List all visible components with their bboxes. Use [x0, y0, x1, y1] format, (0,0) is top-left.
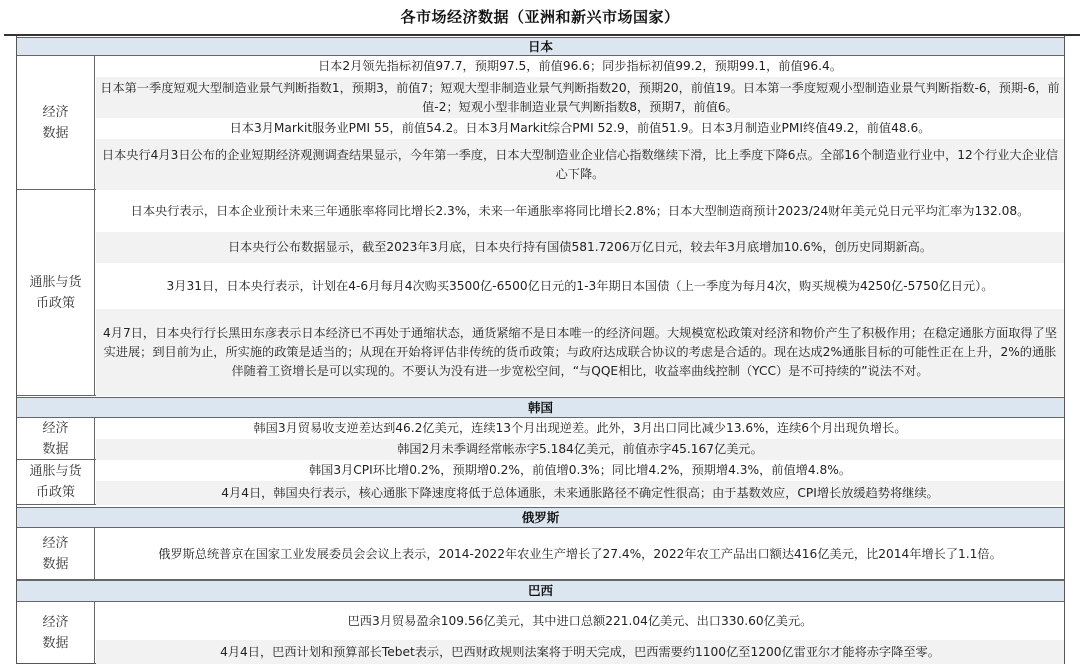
economic-data-table: [16, 36, 1065, 664]
list-item: 巴西3月贸易盈余109.56亿美元，其中进口总额221.04亿美元、出口330.60亿美元。: [347, 613, 813, 628]
list-item: 4月7日，日本央行行长黑田东彦表示日本经济已不再处于通缩状态，通货紧缩不是日本唯一的经济问题。大规模宽松政策对经济和物价产生了积极作用；在稳定通胀方面取得了坚实进展；到目前为止，所实施的政策是适当的；从现在开始将评估非传统的货币政策；与政府达成联合协议的考虑是合适的。现在达成2%通胀目标的可能性正在上升，2%的通胀伴随着工资增长是可以实现的。不要认为没有进一步宽松空间，“与QQE相比，收益率曲线控制（YCC）是不可持续的”说法不对。: [96, 309, 1064, 396]
section-label: 经济 数据: [17, 602, 95, 664]
russia-economic-data-section: [17, 528, 1064, 580]
japan-monetary-policy-section: [17, 190, 1064, 396]
section-label: 经济 数据: [17, 418, 95, 459]
list-item: 日本央行4月3日公布的企业短期经济观测调查结果显示，今年第一季度，日本大型制造业企业信心指数继续下滑，比上季度下降6点。全部16个制造业行业中，12个行业大企业信心下降。: [96, 139, 1064, 190]
section-label: 经济 数据: [17, 56, 95, 189]
list-item: 日本央行表示，日本企业预计未来三年通胀率将同比增长2.3%，未来一年通胀率将同比增长2.8%；日本大型制造商预计2023/24财年美元兑日元平均汇率为132.08。: [130, 203, 1030, 218]
list-item: 3月31日，日本央行表示，计划在4-6月每月4次购买3500亿-6500亿日元的1-3年期日本国债（上一季度为每月4次，购买规模为4250亿-5750亿日元）。: [166, 278, 994, 293]
country-header-russia: 俄罗斯: [17, 507, 1064, 528]
list-item: 4月4日，韩国央行表示，核心通胀下降速度将低于总体通胀，未来通胀路径不确定性很高；由于基数效应，CPI增长放缓趋势将继续。: [96, 481, 1064, 505]
country-header-japan: 日本: [17, 37, 1064, 56]
section-label: 通胀与货 币政策: [17, 190, 95, 395]
page-title: 各市场经济数据（亚洲和新兴市场国家）: [400, 8, 680, 26]
japan-economic-data-section: [17, 56, 1064, 190]
section-label: 通胀与货 币政策: [17, 460, 95, 504]
list-item: 日本央行公布数据显示，截至2023年3月底，日本央行持有国债581.7206万亿日元，较去年3月底增加10.6%，创历史同期新高。: [96, 232, 1064, 263]
list-item: 日本2月领先指标初值97.7，预期97.5，前值96.6；同步指标初值99.2，预期99.1，前值96.4。: [317, 59, 842, 73]
section-label: 经济 数据: [17, 528, 95, 579]
country-header-korea: 韩国: [17, 397, 1064, 418]
korea-monetary-policy-section: [17, 460, 1064, 505]
list-item: 韩国3月CPI环比增0.2%，预期增0.2%，前值增0.3%；同比增4.2%，预期增4.3%，前值增4.8%。: [308, 463, 852, 477]
list-item: 日本第一季度短观大型制造业景气判断指数1，预期3，前值7；短观大型非制造业景气判断指数20，预期20，前值19。日本第一季度短观小型制造业景气判断指数-6，预期-6，前值-2；短观小型非制造业景气判断指数8，预期7，前值6。: [96, 77, 1064, 118]
korea-economic-data-section: [17, 418, 1064, 460]
list-item: 俄罗斯总统普京在国家工业发展委员会会议上表示，2014-2022年农业生产增长了27.4%，2022年农工产品出口额达416亿美元，比2014年增长了1.1倍。: [158, 546, 1002, 561]
list-item: 4月4日，巴西计划和预算部长Tebet表示，巴西财政规则法案将于明天完成，巴西需要约1100亿至1200亿雷亚尔才能将赤字降至零。: [96, 640, 1064, 664]
list-item: 日本3月Markit服务业PMI 55，前值54.2。日本3月Markit综合PMI 52.9，前值51.9。日本3月制造业PMI终值49.2，前值48.6。: [229, 121, 931, 135]
brazil-economic-data-section: [17, 602, 1064, 664]
list-item: 韩国2月未季调经常帐赤字5.184亿美元，前值赤字45.167亿美元。: [96, 439, 1064, 460]
country-header-brazil: 巴西: [17, 580, 1064, 602]
list-item: 韩国3月贸易收支逆差达到46.2亿美元，连续13个月出现逆差。此外，3月出口同比减少13.6%，连续6个月出现负增长。: [253, 421, 907, 435]
